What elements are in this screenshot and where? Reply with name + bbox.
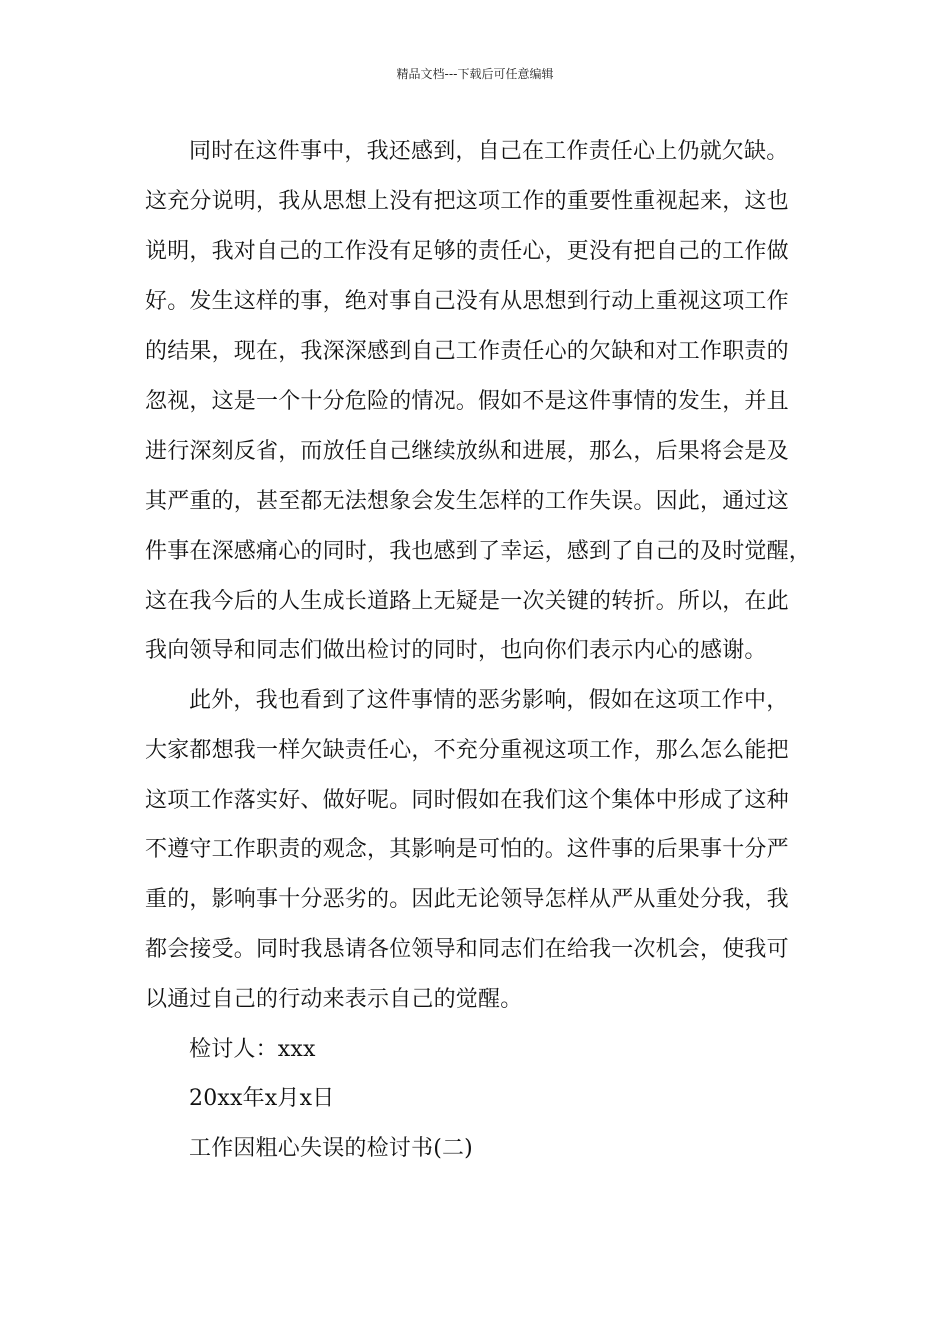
paragraph-line: 以通过自己的行动来表示自己的觉醒。 xyxy=(145,987,523,1012)
paragraph-line: 的结果，现在，我深深感到自己工作责任心的欠缺和对工作职责的 xyxy=(145,339,789,364)
paragraph-line: 这在我今后的人生成长道路上无疑是一次关键的转折。所以，在此 xyxy=(145,589,789,614)
paragraph-line: 进行深刻反省，而放任自己继续放纵和进展，那么，后果将会是及 xyxy=(145,439,789,464)
paragraph-line: 都会接受。同时我恳请各位领导和同志们在给我一次机会，使我可 xyxy=(145,937,789,962)
paragraph-line: 同时在这件事中，我还感到，自己在工作责任心上仍就欠缺。 xyxy=(189,139,789,164)
paragraph-line: 不遵守工作职责的观念，其影响是可怕的。这件事的后果事十分严 xyxy=(145,837,789,862)
paragraph-line: 其严重的，甚至都无法想象会发生怎样的工作失误。因此，通过这 xyxy=(145,489,789,514)
paragraph-line: 此外，我也看到了这件事情的恶劣影响，假如在这项工作中， xyxy=(189,688,789,713)
paragraph-line: 我向领导和同志们做出检讨的同时，也向你们表示内心的感谢。 xyxy=(145,638,767,663)
paragraph-line: 这充分说明，我从思想上没有把这项工作的重要性重视起来，这也 xyxy=(145,189,789,214)
paragraph-line: 大家都想我一样欠缺责任心，不充分重视这项工作，那么怎么能把 xyxy=(145,738,789,763)
date-line: 20xx年x月x日 xyxy=(189,1086,335,1111)
paragraph-line: 件事在深感痛心的同时，我也感到了幸运，感到了自己的及时觉醒， xyxy=(145,539,812,564)
paragraph-line: 好。发生这样的事，绝对事自己没有从思想到行动上重视这项工作 xyxy=(145,289,789,314)
signatory-line: 检讨人：xxx xyxy=(189,1037,316,1062)
page-header: 精品文档---下载后可任意编辑 xyxy=(396,67,554,81)
section-title: 工作因粗心失误的检讨书(二) xyxy=(189,1136,473,1161)
paragraph-line: 这项工作落实好、做好呢。同时假如在我们这个集体中形成了这种 xyxy=(145,788,789,813)
paragraph-line: 重的，影响事十分恶劣的。因此无论领导怎样从严从重处分我，我 xyxy=(145,887,789,912)
paragraph-line: 忽视，这是一个十分危险的情况。假如不是这件事情的发生，并且 xyxy=(145,389,789,414)
paragraph-line: 说明，我对自己的工作没有足够的责任心，更没有把自己的工作做 xyxy=(145,239,789,264)
